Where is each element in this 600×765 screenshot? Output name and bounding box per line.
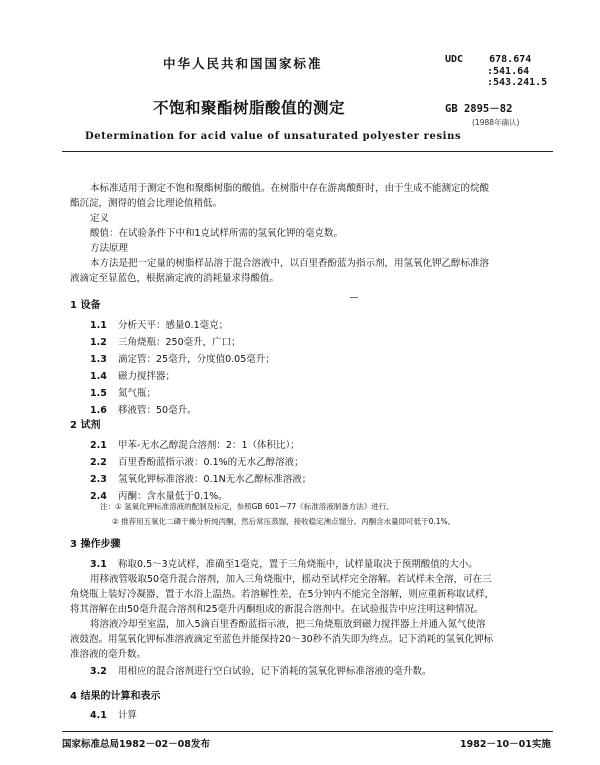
issued-date: 国家标准总局1982－02－08发布 — [62, 739, 210, 750]
gb-number: GB 2895－82 — [445, 103, 513, 115]
gb-confirmation-note: (1988年确认) — [472, 118, 520, 127]
principle-line-2: 液滴定至显蓝色，根据滴定液的消耗量求得酸值。 — [70, 273, 280, 284]
udc-label: UDC — [445, 54, 464, 65]
list-item: 1.4 磁力搅拌器； — [90, 371, 176, 382]
effective-date: 1982－10－01实施 — [460, 739, 551, 750]
udc-code-1: 678.674 — [489, 54, 532, 65]
footnote-2: ② 推荐用五氧化二磷干燥分析纯丙酮，然后常压蒸馏，接收稳定沸点馏分。丙酮含水量即可低于0.1%。 — [112, 517, 456, 526]
list-item: 2.2 百里香酚蓝指示液：0.1%的无水乙醇溶液； — [90, 457, 304, 468]
udc-code-2: :541.64 — [487, 65, 530, 77]
step-3-1-line-7: 准溶液的毫升数。 — [70, 649, 147, 660]
list-item: 1.5 氮气瓶； — [90, 388, 157, 399]
section-3-heading: 3 操作步骤 — [70, 539, 121, 550]
document-title-en: Determination for acid value of unsaturated polyester resins — [85, 131, 462, 142]
section-2-heading: 2 试剂 — [70, 420, 101, 431]
intro-line-1: 本标准适用于测定不饱和聚酯树脂的酸值。在树脂中存在游离酸酐时，由于生成不能测定的烷酸 — [90, 183, 490, 194]
step-3-1-line-6: 液鼓泡。用氢氧化钾标准溶液滴定至蓝色并能保持20～30秒不消失即为终点。记下消耗的氢氧化钾标 — [70, 634, 494, 645]
footnote-1: 注：① 氢氧化钾标准溶液的配制及标定，参照GB 601—77《标准溶液制备方法》进行。 — [100, 502, 394, 511]
list-item: 1.3 滴定管：25毫升，分度值0.05毫升； — [90, 354, 275, 365]
step-3-1-line-4: 将其溶解在由50毫升混合溶剂和25毫升丙酮组成的新混合溶剂中。在试验报告中应注明这种情况。 — [70, 604, 484, 615]
definition-text: 酸值：在试验条件下中和1克试样所需的氢氧化钾的毫克数。 — [90, 228, 344, 239]
step-3-1-line-1: 3.1 称取0.5～3克试样，准确至1毫克，置于三角烧瓶中，试样量取决于预期酸值的大小。 — [90, 559, 478, 570]
section-4-heading: 4 结果的计算和表示 — [70, 691, 161, 702]
step-3-1-line-3: 角烧瓶上装好冷凝器，置于水浴上温热。若溶解性差，在5分钟内不能完全溶解，则应重新称取试样， — [70, 589, 495, 600]
definition-heading: 定义 — [90, 213, 110, 224]
subsection-4-1: 4.1 计算 — [90, 710, 138, 721]
document-title-cn: 不饱和聚酯树脂酸值的测定 — [153, 99, 346, 117]
list-item: 1.6 移液管：50毫升。 — [90, 405, 197, 416]
list-item: 1.2 三角烧瓶：250毫升，广口； — [90, 337, 241, 348]
principle-heading: 方法原理 — [90, 243, 129, 254]
header-divider — [62, 151, 553, 152]
standard-org-header: 中华人民共和国国家标准 — [163, 56, 323, 71]
step-3-2: 3.2 用相应的混合溶剂进行空白试验，记下消耗的氢氧化钾标准溶液的毫升数。 — [90, 666, 432, 677]
list-item: 2.1 甲苯-无水乙醇混合溶剂：2：1（体积比）； — [90, 440, 300, 451]
udc-code-3: :543.241.5 — [487, 77, 548, 88]
udc-classification — [445, 54, 547, 89]
intro-line-2: 酯沉淀，测得的值会比理论值稍低。 — [70, 198, 223, 209]
step-3-1-line-2: 用移液管吸取50毫升混合溶剂，加入三角烧瓶中，摇动至试样完全溶解。若试样未全溶，可在三 — [90, 574, 492, 585]
list-item: 1.1 分析天平：感量0.1毫克； — [90, 320, 229, 331]
list-item: 2.3 氢氧化钾标准溶液：0.1N无水乙醇标准溶液； — [90, 474, 312, 485]
section-1-heading: 1 设备 — [70, 300, 101, 311]
footer-divider — [62, 731, 553, 732]
scan-mark — [350, 297, 358, 298]
step-3-1-line-5: 将溶液冷却至室温，加入5滴百里香酚蓝指示液，把三角烧瓶放到磁力搅拌器上并通入氮气使溶 — [90, 619, 486, 630]
list-item: 2.4 丙酮：含水量低于0.1%。 — [90, 491, 228, 502]
principle-line-1: 本方法是把一定量的树脂样品溶于混合溶液中，以百里香酚蓝为指示剂，用氢氧化钾乙醇标准溶 — [90, 258, 490, 269]
